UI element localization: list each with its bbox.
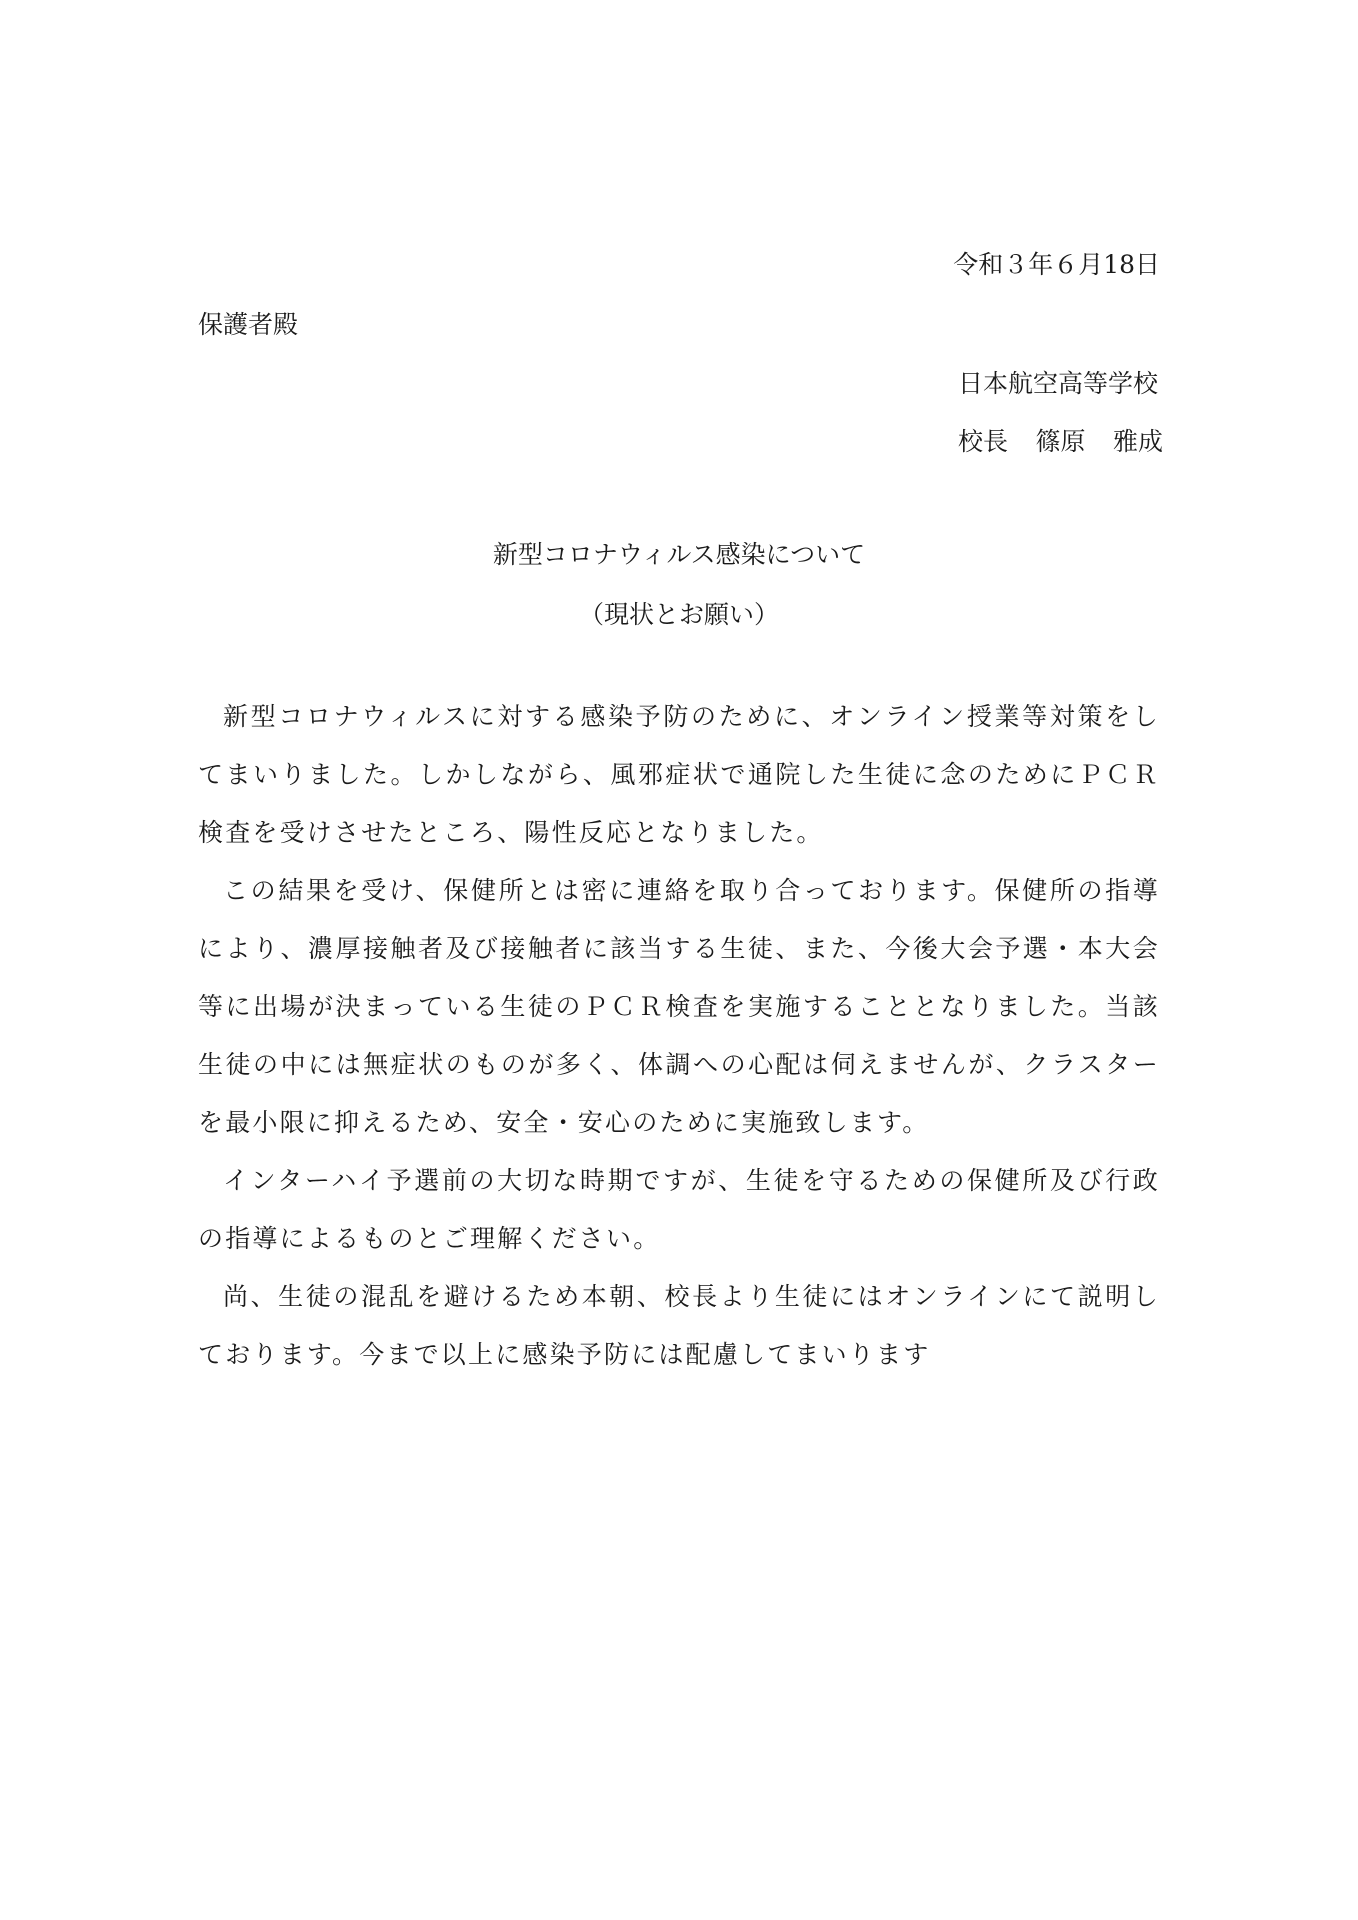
document-date: 令和３年６月18日 xyxy=(953,250,1160,279)
title-block xyxy=(0,525,1358,645)
paragraph: この結果を受け、保健所とは密に連絡を取り合っております。保健所の指導により、濃厚接触者及び接触者に該当する生徒、また、今後大会予選・本大会等に出場が決まっている生徒のＰＣＲ検査を実施することとなりました。当該生徒の中には無症状のものが多く、体調への心配は伺えませんが、クラスターを最小限に抑えるため、安全・安心のために実施致します。 xyxy=(198,876,1160,1137)
paragraph: 尚、生徒の混乱を避けるため本朝、校長より生徒にはオンラインにて説明しております。今まで以上に感染予防には配慮してまいります xyxy=(198,1282,1160,1369)
paragraph: 新型コロナウィルスに対する感染予防のために、オンライン授業等対策をしてまいりました。しかしながら、風邪症状で通院した生徒に念のためにＰＣＲ検査を受けさせたところ、陽性反応となりました。 xyxy=(198,702,1160,847)
school-name: 日本航空高等学校 xyxy=(957,369,1158,398)
principal-line xyxy=(958,413,1163,471)
principal-title: 校長 xyxy=(957,427,1008,456)
paragraph: インターハイ予選前の大切な時期ですが、生徒を守るための保健所及び行政の指導によるものとご理解ください。 xyxy=(198,1166,1160,1253)
document-subtitle: （現状とお願い） xyxy=(578,600,779,629)
recipient: 保護者殿 xyxy=(198,310,299,339)
sender-block xyxy=(958,355,1163,471)
principal-surname: 篠原 xyxy=(1035,427,1086,456)
body-text xyxy=(198,688,1160,1384)
principal-given-name: 雅成 xyxy=(1112,427,1163,456)
document-title: 新型コロナウィルス感染について xyxy=(492,540,866,569)
